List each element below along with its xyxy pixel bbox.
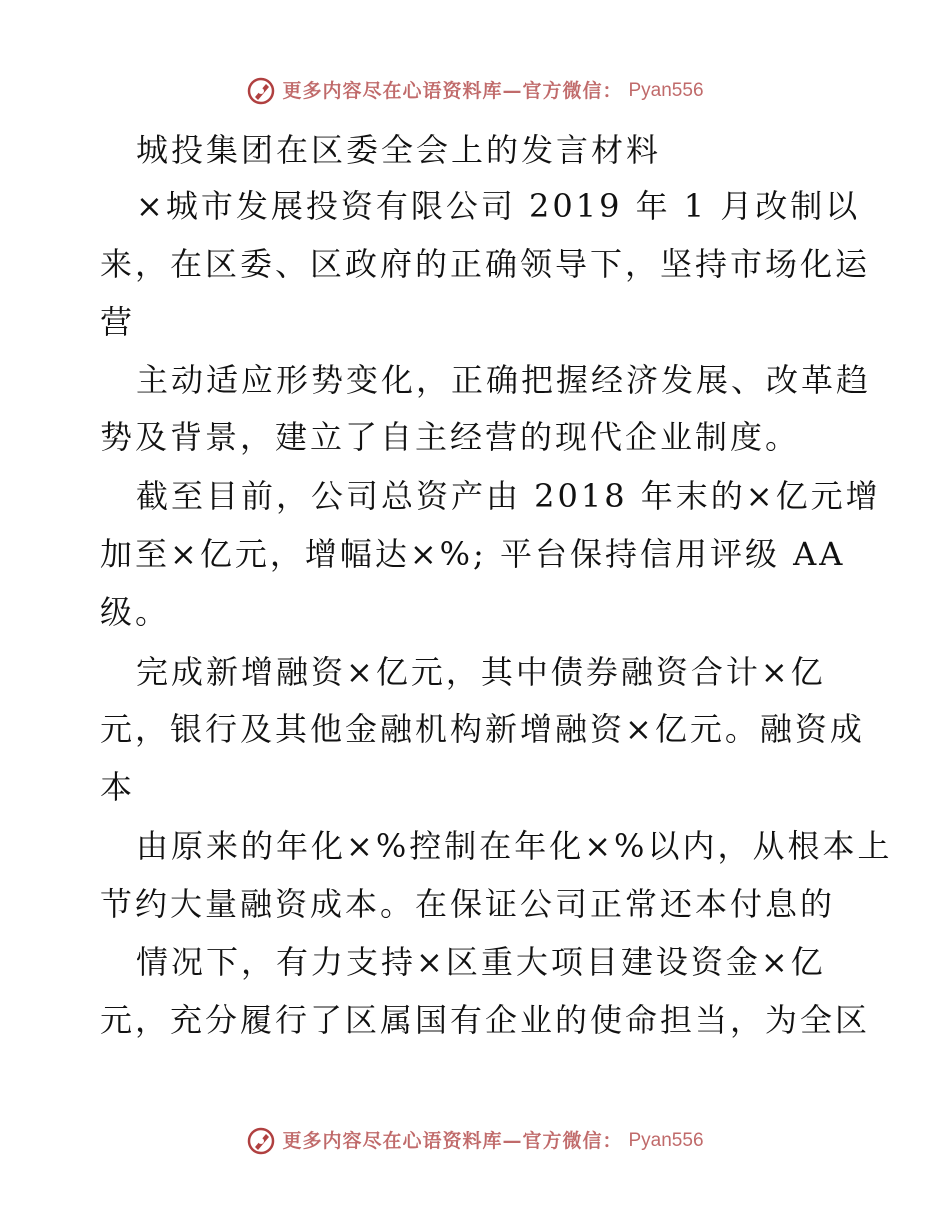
body-line: 级。 (100, 593, 171, 631)
body-line: 完成新增融资×亿元，其中债券融资合计×亿 (136, 653, 826, 691)
body-line: 元，充分履行了区属国有企业的使命担当，为全区 (100, 1001, 871, 1039)
header-watermark (0, 76, 950, 106)
body-line: 加至×亿元，增幅达×%; 平台保持信用评级 AA (100, 535, 846, 573)
body-line: 主动适应形势变化，正确把握经济发展、改革趋 (136, 361, 872, 399)
body-line: 截至目前，公司总资产由 2018 年末的×亿元增 (136, 477, 881, 515)
watermark-wechat-id: Pyan556 (628, 80, 704, 101)
body-line: 势及背景，建立了自主经营的现代企业制度。 (100, 418, 801, 456)
body-line: ×城市发展投资有限公司 2019 年 1 月改制以 (136, 187, 861, 225)
body-line: 营 (100, 303, 136, 341)
watermark-text: 更多内容尽在心语资料库—官方微信： (282, 80, 623, 102)
pen-seal-icon (246, 76, 276, 106)
footer-watermark (0, 1126, 950, 1156)
pen-seal-icon (246, 1126, 276, 1156)
body-line: 由原来的年化×%控制在年化×%以内，从根本上 (136, 827, 893, 865)
body-line: 本 (100, 768, 136, 806)
document-title: 城投集团在区委全会上的发言材料 (136, 131, 662, 169)
watermark-wechat-id: Pyan556 (628, 1130, 704, 1151)
body-line: 节约大量融资成本。在保证公司正常还本付息的 (100, 885, 836, 923)
body-line: 情况下，有力支持×区重大项目建设资金×亿 (136, 943, 826, 981)
watermark-text: 更多内容尽在心语资料库—官方微信： (282, 1130, 623, 1152)
body-line: 元，银行及其他金融机构新增融资×亿元。融资成 (100, 710, 865, 748)
body-line: 来，在区委、区政府的正确领导下，坚持市场化运 (100, 245, 871, 283)
